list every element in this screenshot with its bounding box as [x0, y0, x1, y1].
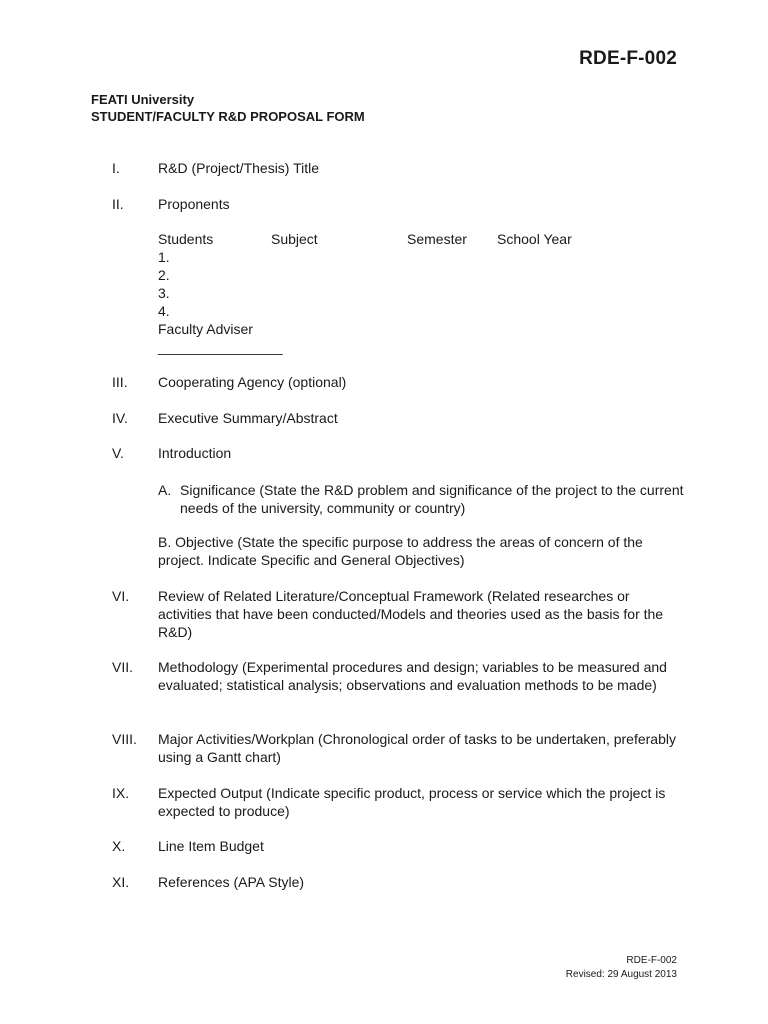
section-number: IX.	[112, 785, 130, 801]
document-header	[91, 91, 365, 125]
section-text: R&D (Project/Thesis) Title	[158, 160, 320, 176]
section-text: Introduction	[158, 445, 232, 461]
column-header-school-year: School Year	[497, 231, 572, 247]
revision-date: Revised: 29 August 2013	[565, 969, 677, 980]
section-number: XI.	[112, 874, 130, 890]
document-code: RDE-F-002	[579, 48, 677, 69]
section-number: II.	[112, 196, 124, 212]
proponent-number: 2.	[158, 267, 170, 283]
section-number: VIII.	[112, 731, 137, 747]
proponent-row	[158, 248, 678, 266]
section-number: VII.	[112, 659, 134, 675]
column-header-subject: Subject	[271, 231, 318, 247]
footer-code: RDE-F-002	[626, 955, 677, 966]
section-number: III.	[112, 374, 128, 390]
proponent-row	[158, 302, 678, 320]
section-number: IV.	[112, 410, 128, 426]
university-name: FEATI University	[91, 92, 195, 107]
proponent-number: 1.	[158, 249, 170, 265]
document-footer	[566, 954, 677, 982]
section-text: Proponents	[158, 196, 230, 212]
column-header-semester: Semester	[407, 231, 467, 247]
proponents-table	[158, 230, 678, 356]
section-number: V.	[112, 445, 124, 461]
section-text: Executive Summary/Abstract	[158, 410, 338, 426]
proponents-header-row	[158, 230, 678, 248]
section-number: X.	[112, 838, 126, 854]
section-text: References (APA Style)	[158, 874, 305, 890]
section-text: Review of Related Literature/Conceptual Framework (Related researches or activities that have been conducted/Models and theories used as the basis for the R&D)	[158, 588, 664, 640]
faculty-adviser-signature-line: ________________	[158, 339, 283, 355]
section-text: Cooperating Agency (optional)	[158, 374, 347, 390]
section-text: Line Item Budget	[158, 838, 264, 854]
proponent-row	[158, 266, 678, 284]
faculty-adviser-label: Faculty Adviser	[158, 321, 253, 337]
section-number: VI.	[112, 588, 130, 604]
section-text: Expected Output (Indicate specific product, process or service which the project is expected to produce)	[158, 785, 666, 819]
section-number: I.	[112, 160, 120, 176]
proponent-number: 3.	[158, 285, 170, 301]
form-title: STUDENT/FACULTY R&D PROPOSAL FORM	[91, 109, 365, 124]
proponent-number: 4.	[158, 303, 170, 319]
significance-text: Significance (State the R&D problem and significance of the project to the current needs of the university, community or country)	[180, 482, 684, 516]
column-header-students: Students	[158, 231, 214, 247]
section-text: Major Activities/Workplan (Chronological order of tasks to be undertaken, preferably using a Gantt chart)	[158, 731, 676, 765]
subsection-letter: A.	[158, 482, 172, 498]
section-text: Methodology (Experimental procedures and design; variables to be measured and evaluated; statistical analysis; observations and evaluation methods to be made)	[158, 659, 667, 693]
proponent-row	[158, 284, 678, 302]
introduction-objective: B. Objective (State the specific purpose to address the areas of concern of the project. Indicate Specific and General Objectives)	[158, 534, 643, 568]
